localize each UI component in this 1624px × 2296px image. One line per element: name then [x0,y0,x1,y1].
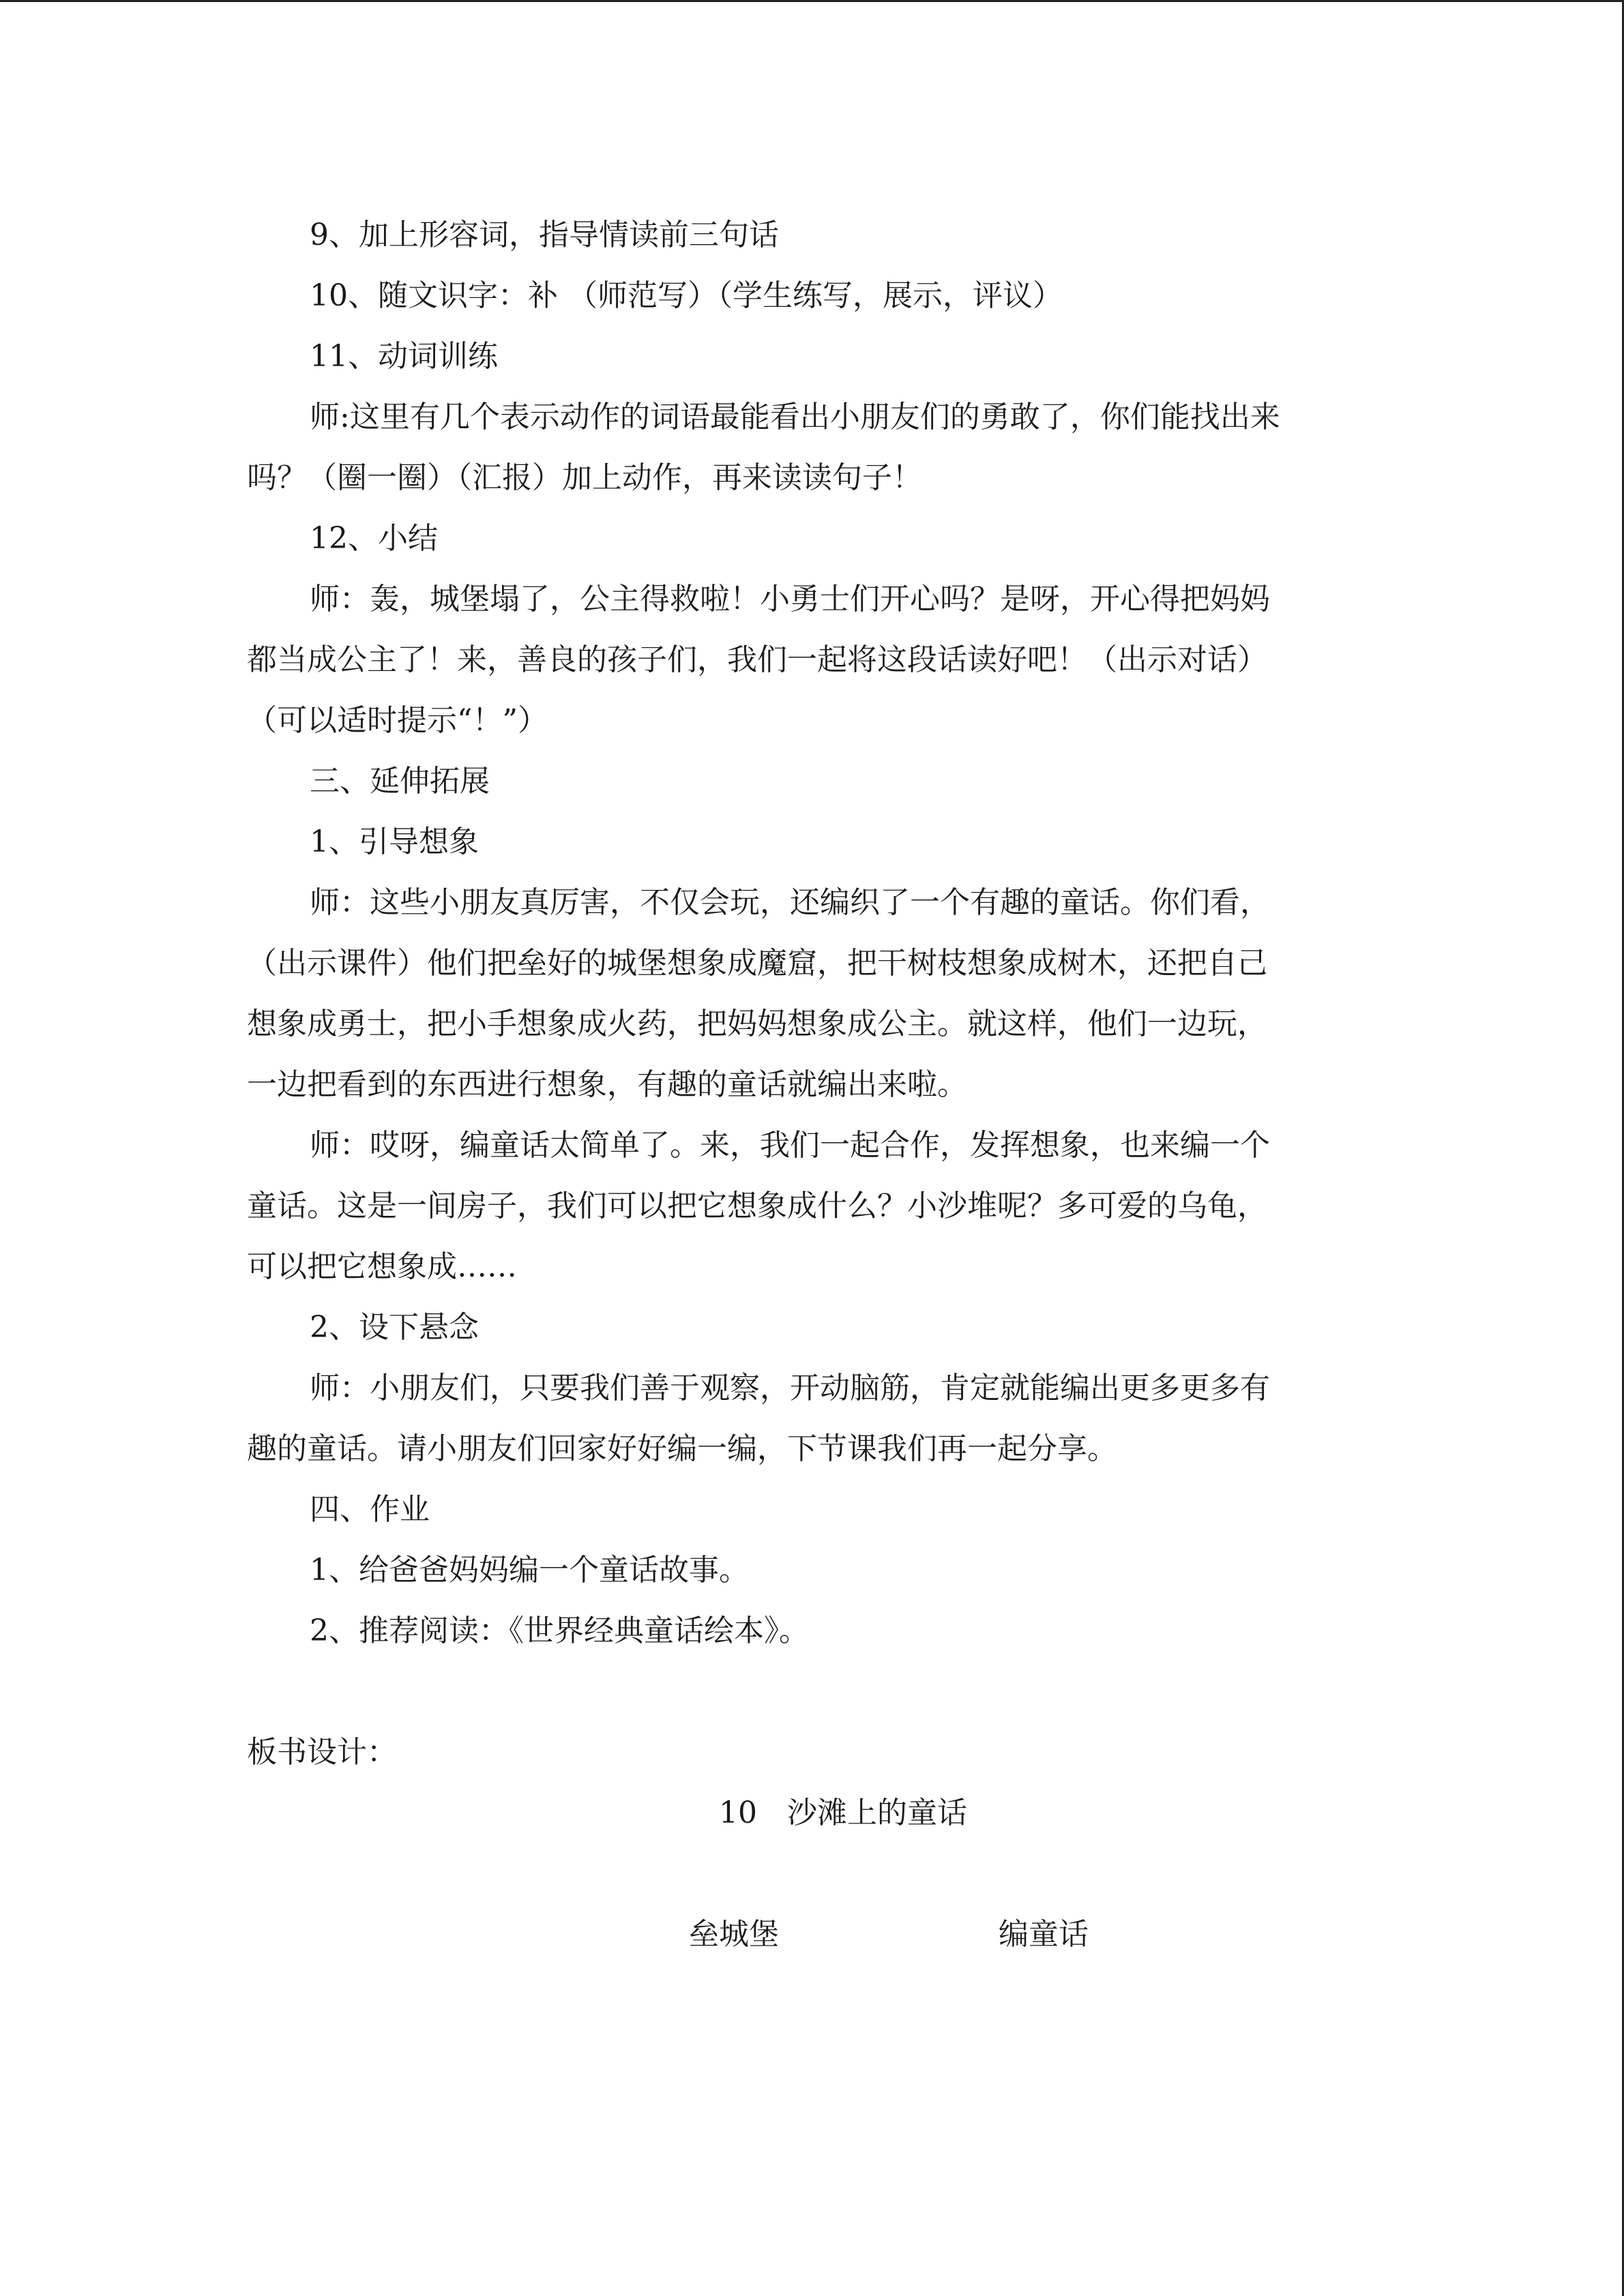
text-line: 11、动词训练 [310,339,498,374]
text-line: （可以适时提示“！”） [247,703,548,738]
text-line: 都当成公主了！来，善良的孩子们，我们一起将这段话读好吧！（出示对话） [247,642,1267,677]
board-design-label: 板书设计： [247,1735,397,1770]
text-line: 1、引导想象 [310,824,479,859]
board-item-right: 编童话 [999,1917,1089,1952]
text-line: （出示课件）他们把垒好的城堡想象成魔窟，把干树枝想象成树木，还把自己 [247,946,1267,981]
blank-line [247,1843,1379,1904]
text-line: 师：轰，城堡塌了，公主得救啦！小勇士们开心吗？是呀，开心得把妈妈 [310,582,1270,616]
body-text [247,205,1379,1661]
text-line: 一边把看到的东西进行想象，有趣的童话就编出来啦。 [247,1067,967,1102]
text-line: 2、推荐阅读：《世界经典童话绘本》。 [310,1613,809,1648]
board-title: 10 沙滩上的童话 [719,1795,967,1830]
text-line: 师:这里有几个表示动作的词语最能看出小朋友们的勇敢了，你们能找出来 [310,400,1280,434]
text-line: 12、小结 [310,521,438,556]
text-line: 三、延伸拓展 [310,764,490,799]
text-line: 师：这些小朋友真厉害，不仅会玩，还编织了一个有趣的童话。你们看， [310,885,1270,920]
text-line: 童话。这是一间房子，我们可以把它想象成什么？小沙堆呢？多可爱的乌龟， [247,1189,1267,1223]
text-line: 吗？（圈一圈）（汇报）加上动作，再来读读句子！ [247,460,922,495]
text-line: 1、给爸爸妈妈编一个童话故事。 [310,1553,749,1587]
blank-line [247,1661,1379,1722]
text-line: 想象成勇士，把小手想象成火药，把妈妈想象成公主。就这样，他们一边玩， [247,1007,1267,1041]
text-line: 师：小朋友们，只要我们善于观察，开动脑筋，肯定就能编出更多更多有 [310,1371,1270,1405]
board-items-row [247,1904,1379,1965]
text-line: 9、加上形容词，指导情读前三句话 [310,218,779,252]
text-line: 趣的童话。请小朋友们回家好好编一编，下节课我们再一起分享。 [247,1431,1117,1466]
board-title-row [247,1783,1379,1843]
top-border [0,0,1624,2]
text-line: 可以把它想象成…… [247,1249,517,1284]
text-line: 师：哎呀，编童话太简单了。来，我们一起合作，发挥想象，也来编一个 [310,1128,1270,1163]
text-line: 四、作业 [310,1492,430,1527]
document-page [247,205,1379,1965]
text-line: 10、随文识字：补 （师范写）（学生练写，展示，评议） [310,278,1063,313]
board-item-left: 垒城堡 [689,1917,779,1952]
text-line: 2、设下悬念 [310,1310,479,1345]
